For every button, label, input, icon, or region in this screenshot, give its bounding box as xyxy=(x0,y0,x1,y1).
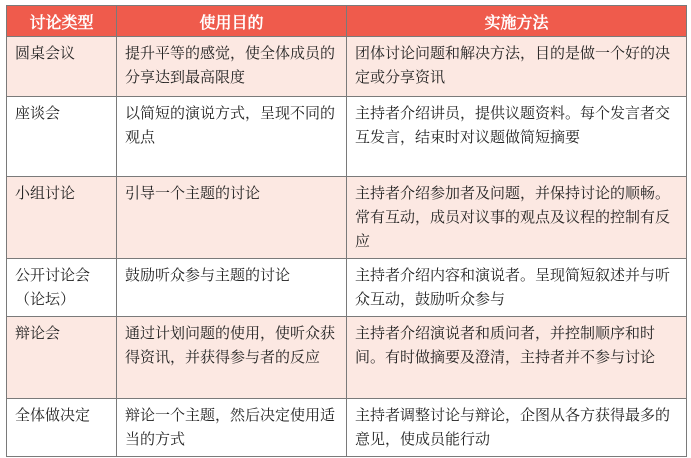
header-discussion-type: 讨论类型 xyxy=(7,6,117,37)
cell-purpose: 鼓励听众参与主题的讨论 xyxy=(117,259,347,317)
cell-method: 主持者介绍参加者及问题，并保持讨论的顺畅。常有互动，成员对议事的观点及议程的控制有反应 xyxy=(347,177,687,259)
header-method: 实施方法 xyxy=(347,6,687,37)
table-row xyxy=(7,37,687,97)
cell-type: 公开讨论会（论坛） xyxy=(7,259,117,317)
cell-purpose: 提升平等的感觉，使全体成员的分享达到最高限度 xyxy=(117,37,347,97)
discussion-types-table xyxy=(6,5,687,457)
header-purpose: 使用目的 xyxy=(117,6,347,37)
cell-method: 主持者介绍演说者和质问者，并控制顺序和时间。有时做摘要及澄清，主持者并不参与讨论 xyxy=(347,317,687,399)
cell-method: 团体讨论问题和解决方法，目的是做一个好的决定或分享资讯 xyxy=(347,37,687,97)
table-row xyxy=(7,177,687,259)
cell-purpose: 引导一个主题的讨论 xyxy=(117,177,347,259)
table-row xyxy=(7,399,687,457)
cell-type: 辩论会 xyxy=(7,317,117,399)
discussion-types-table-container xyxy=(6,5,686,457)
table-row xyxy=(7,97,687,177)
cell-type: 座谈会 xyxy=(7,97,117,177)
table-header-row xyxy=(7,6,687,37)
cell-method: 主持者介绍内容和演说者。呈现简短叙述并与听众互动，鼓励听众参与 xyxy=(347,259,687,317)
cell-type: 全体做决定 xyxy=(7,399,117,457)
table-row xyxy=(7,259,687,317)
cell-method: 主持者介绍讲员，提供议题资料。每个发言者交互发言，结束时对议题做简短摘要 xyxy=(347,97,687,177)
table-row xyxy=(7,317,687,399)
cell-type: 圆桌会议 xyxy=(7,37,117,97)
cell-type: 小组讨论 xyxy=(7,177,117,259)
cell-purpose: 通过计划问题的使用，使听众获得资讯，并获得参与者的反应 xyxy=(117,317,347,399)
cell-purpose: 以简短的演说方式，呈现不同的观点 xyxy=(117,97,347,177)
cell-purpose: 辩论一个主题，然后决定使用适当的方式 xyxy=(117,399,347,457)
cell-method: 主持者调整讨论与辩论，企图从各方获得最多的意见，使成员能行动 xyxy=(347,399,687,457)
